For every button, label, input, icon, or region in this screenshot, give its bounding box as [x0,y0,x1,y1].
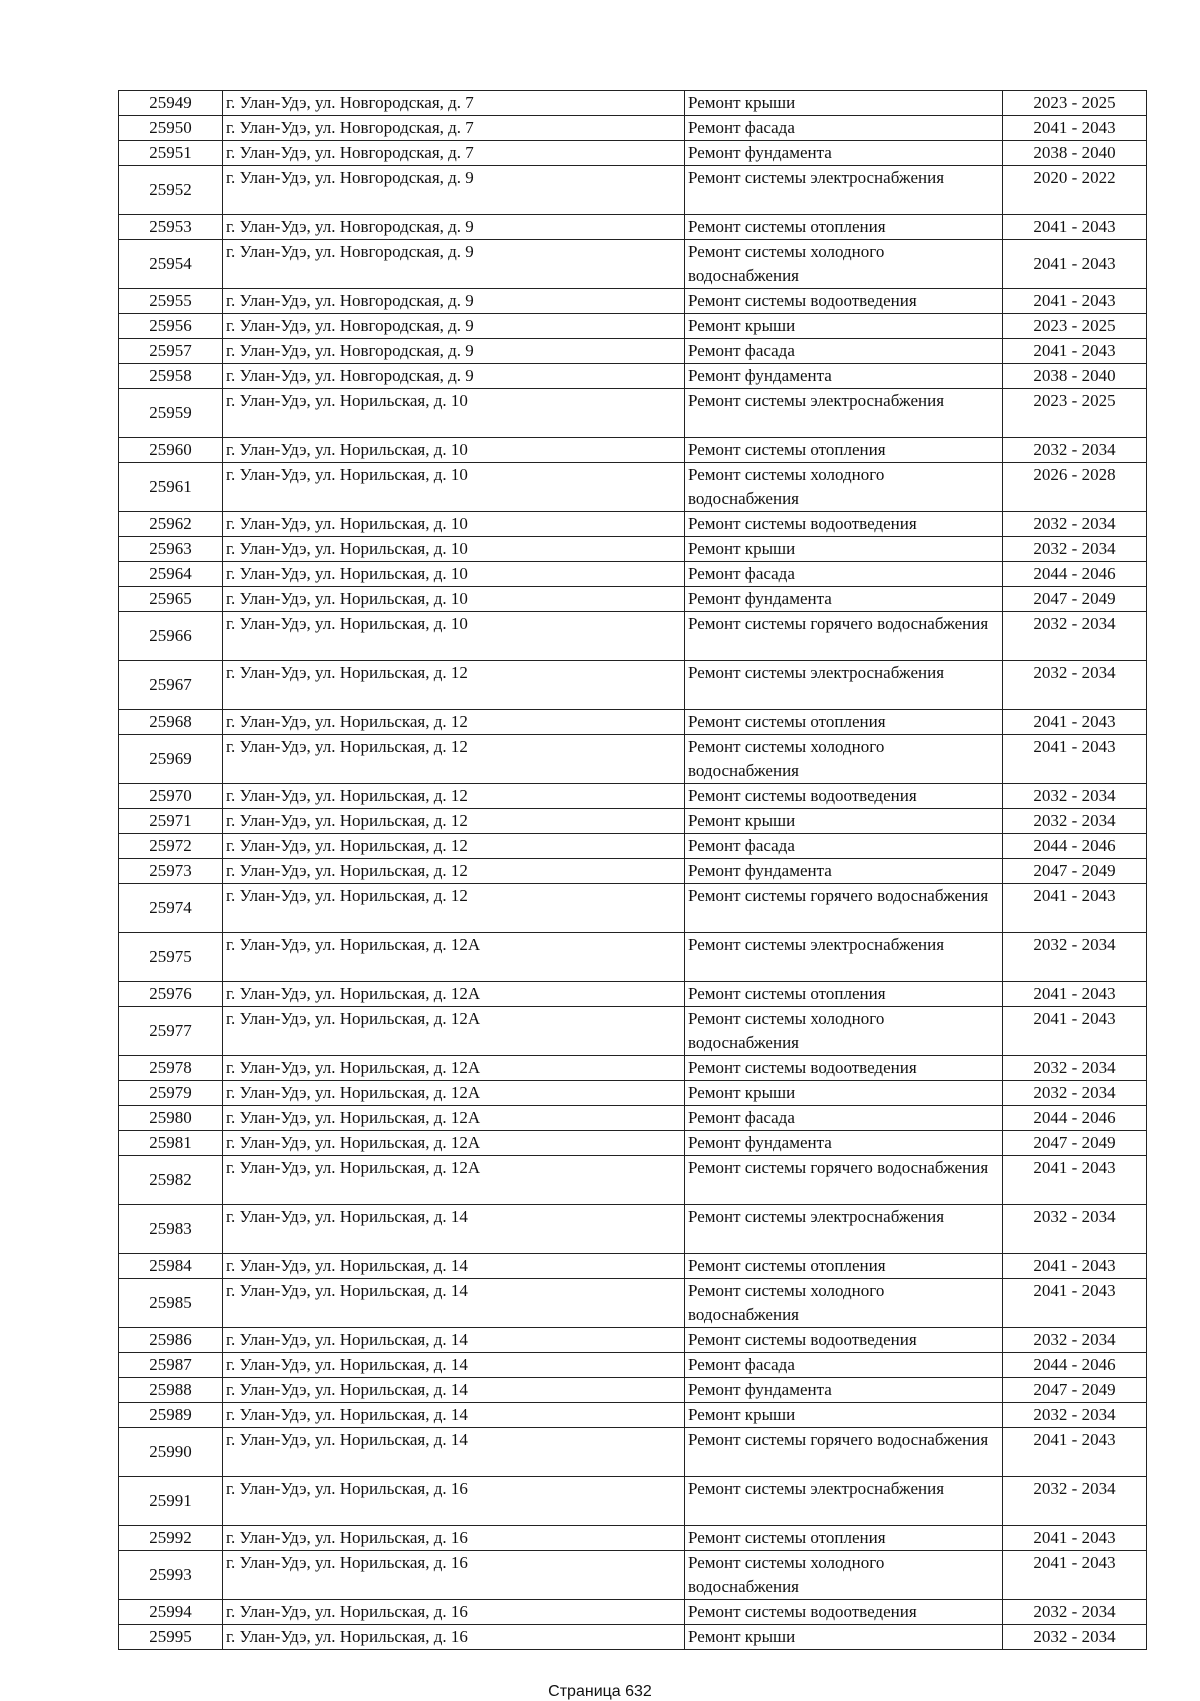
period-cell: 2023 - 2025 [1003,91,1147,116]
address-cell: г. Улан-Удэ, ул. Норильская, д. 10 [223,612,685,661]
table-row [119,1156,1147,1205]
table-row [119,1353,1147,1378]
table-row [119,661,1147,710]
address-cell: г. Улан-Удэ, ул. Новгородская, д. 9 [223,339,685,364]
row-number-cell: 25963 [119,537,223,562]
address-cell: г. Улан-Удэ, ул. Норильская, д. 10 [223,463,685,512]
row-number-cell: 25992 [119,1526,223,1551]
table-row [119,1378,1147,1403]
work-type-cell: Ремонт системы холодного водоснабжения [685,1279,1003,1328]
address-cell: г. Улан-Удэ, ул. Норильская, д. 16 [223,1551,685,1600]
table-row [119,289,1147,314]
address-cell: г. Улан-Удэ, ул. Норильская, д. 16 [223,1625,685,1650]
work-type-cell: Ремонт крыши [685,537,1003,562]
table-row [119,389,1147,438]
period-cell: 2038 - 2040 [1003,364,1147,389]
row-number-cell: 25972 [119,834,223,859]
period-cell: 2032 - 2034 [1003,438,1147,463]
work-type-cell: Ремонт системы электроснабжения [685,1477,1003,1526]
work-type-cell: Ремонт системы холодного водоснабжения [685,1007,1003,1056]
table-row [119,1428,1147,1477]
row-number-cell: 25976 [119,982,223,1007]
table-row [119,1254,1147,1279]
table-row [119,1007,1147,1056]
row-number-cell: 25955 [119,289,223,314]
period-cell: 2041 - 2043 [1003,982,1147,1007]
address-cell: г. Улан-Удэ, ул. Норильская, д. 14 [223,1353,685,1378]
page-number: Страница 632 [548,1683,652,1700]
work-type-cell: Ремонт крыши [685,1403,1003,1428]
address-cell: г. Улан-Удэ, ул. Норильская, д. 12А [223,1131,685,1156]
table-row [119,166,1147,215]
work-type-cell: Ремонт системы электроснабжения [685,389,1003,438]
work-type-cell: Ремонт системы электроснабжения [685,661,1003,710]
table-row [119,1600,1147,1625]
period-cell: 2041 - 2043 [1003,1279,1147,1328]
period-cell: 2020 - 2022 [1003,166,1147,215]
period-cell: 2041 - 2043 [1003,215,1147,240]
work-type-cell: Ремонт фасада [685,562,1003,587]
work-type-cell: Ремонт фасада [685,116,1003,141]
period-cell: 2032 - 2034 [1003,1625,1147,1650]
period-cell: 2044 - 2046 [1003,1353,1147,1378]
address-cell: г. Улан-Удэ, ул. Норильская, д. 14 [223,1403,685,1428]
row-number-cell: 25950 [119,116,223,141]
period-cell: 2047 - 2049 [1003,859,1147,884]
address-cell: г. Улан-Удэ, ул. Норильская, д. 12 [223,784,685,809]
table-row [119,141,1147,166]
address-cell: г. Улан-Удэ, ул. Норильская, д. 16 [223,1600,685,1625]
row-number-cell: 25960 [119,438,223,463]
address-cell: г. Улан-Удэ, ул. Новгородская, д. 7 [223,91,685,116]
work-type-cell: Ремонт системы холодного водоснабжения [685,463,1003,512]
row-number-cell: 25956 [119,314,223,339]
address-cell: г. Улан-Удэ, ул. Норильская, д. 10 [223,512,685,537]
address-cell: г. Улан-Удэ, ул. Норильская, д. 12А [223,1106,685,1131]
work-type-cell: Ремонт системы холодного водоснабжения [685,240,1003,289]
work-type-cell: Ремонт системы отопления [685,1526,1003,1551]
work-type-cell: Ремонт фундамента [685,1131,1003,1156]
row-number-cell: 25973 [119,859,223,884]
table-row [119,612,1147,661]
table-row [119,1279,1147,1328]
period-cell: 2041 - 2043 [1003,289,1147,314]
period-cell: 2041 - 2043 [1003,339,1147,364]
work-type-cell: Ремонт фундамента [685,859,1003,884]
row-number-cell: 25970 [119,784,223,809]
address-cell: г. Улан-Удэ, ул. Норильская, д. 12 [223,884,685,933]
row-number-cell: 25978 [119,1056,223,1081]
address-cell: г. Улан-Удэ, ул. Норильская, д. 12 [223,661,685,710]
period-cell: 2041 - 2043 [1003,240,1147,289]
table-row [119,1205,1147,1254]
repair-schedule-table [118,90,1147,1650]
address-cell: г. Улан-Удэ, ул. Норильская, д. 14 [223,1328,685,1353]
row-number-cell: 25959 [119,389,223,438]
period-cell: 2044 - 2046 [1003,1106,1147,1131]
row-number-cell: 25975 [119,933,223,982]
row-number-cell: 25987 [119,1353,223,1378]
work-type-cell: Ремонт системы водоотведения [685,784,1003,809]
table-row [119,215,1147,240]
address-cell: г. Улан-Удэ, ул. Новгородская, д. 7 [223,116,685,141]
work-type-cell: Ремонт системы отопления [685,215,1003,240]
address-cell: г. Улан-Удэ, ул. Норильская, д. 12 [223,735,685,784]
period-cell: 2047 - 2049 [1003,1378,1147,1403]
work-type-cell: Ремонт системы горячего водоснабжения [685,1428,1003,1477]
row-number-cell: 25979 [119,1081,223,1106]
row-number-cell: 25961 [119,463,223,512]
period-cell: 2032 - 2034 [1003,1328,1147,1353]
table-row [119,91,1147,116]
work-type-cell: Ремонт фундамента [685,141,1003,166]
period-cell: 2032 - 2034 [1003,1081,1147,1106]
address-cell: г. Улан-Удэ, ул. Новгородская, д. 7 [223,141,685,166]
period-cell: 2032 - 2034 [1003,612,1147,661]
row-number-cell: 25962 [119,512,223,537]
work-type-cell: Ремонт фасада [685,1353,1003,1378]
row-number-cell: 25982 [119,1156,223,1205]
table-row [119,809,1147,834]
table-row [119,1328,1147,1353]
table-row [119,884,1147,933]
work-type-cell: Ремонт системы отопления [685,982,1003,1007]
row-number-cell: 25995 [119,1625,223,1650]
period-cell: 2041 - 2043 [1003,1526,1147,1551]
address-cell: г. Улан-Удэ, ул. Новгородская, д. 9 [223,240,685,289]
address-cell: г. Улан-Удэ, ул. Норильская, д. 14 [223,1428,685,1477]
work-type-cell: Ремонт системы отопления [685,438,1003,463]
work-type-cell: Ремонт крыши [685,91,1003,116]
row-number-cell: 25988 [119,1378,223,1403]
address-cell: г. Улан-Удэ, ул. Норильская, д. 10 [223,562,685,587]
address-cell: г. Улан-Удэ, ул. Норильская, д. 12 [223,710,685,735]
work-type-cell: Ремонт системы холодного водоснабжения [685,1551,1003,1600]
period-cell: 2023 - 2025 [1003,389,1147,438]
work-type-cell: Ремонт фундамента [685,1378,1003,1403]
table-row [119,834,1147,859]
row-number-cell: 25952 [119,166,223,215]
address-cell: г. Улан-Удэ, ул. Норильская, д. 14 [223,1279,685,1328]
work-type-cell: Ремонт системы холодного водоснабжения [685,735,1003,784]
row-number-cell: 25977 [119,1007,223,1056]
row-number-cell: 25957 [119,339,223,364]
address-cell: г. Улан-Удэ, ул. Норильская, д. 12 [223,809,685,834]
table-row [119,438,1147,463]
work-type-cell: Ремонт крыши [685,1625,1003,1650]
address-cell: г. Улан-Удэ, ул. Норильская, д. 12А [223,1056,685,1081]
address-cell: г. Улан-Удэ, ул. Норильская, д. 12А [223,1081,685,1106]
row-number-cell: 25969 [119,735,223,784]
address-cell: г. Улан-Удэ, ул. Норильская, д. 12 [223,834,685,859]
row-number-cell: 25949 [119,91,223,116]
row-number-cell: 25991 [119,1477,223,1526]
table-row [119,1106,1147,1131]
table-row [119,1477,1147,1526]
address-cell: г. Улан-Удэ, ул. Новгородская, д. 9 [223,215,685,240]
address-cell: г. Улан-Удэ, ул. Норильская, д. 10 [223,389,685,438]
address-cell: г. Улан-Удэ, ул. Норильская, д. 12А [223,1007,685,1056]
work-type-cell: Ремонт системы водоотведения [685,289,1003,314]
table-row [119,463,1147,512]
work-type-cell: Ремонт системы электроснабжения [685,1205,1003,1254]
table-row [119,1551,1147,1600]
work-type-cell: Ремонт фундамента [685,587,1003,612]
period-cell: 2044 - 2046 [1003,834,1147,859]
table-row [119,1403,1147,1428]
period-cell: 2032 - 2034 [1003,537,1147,562]
row-number-cell: 25984 [119,1254,223,1279]
row-number-cell: 25951 [119,141,223,166]
table-row [119,784,1147,809]
work-type-cell: Ремонт фундамента [685,364,1003,389]
table-row [119,562,1147,587]
row-number-cell: 25968 [119,710,223,735]
period-cell: 2023 - 2025 [1003,314,1147,339]
row-number-cell: 25966 [119,612,223,661]
period-cell: 2041 - 2043 [1003,735,1147,784]
work-type-cell: Ремонт системы горячего водоснабжения [685,884,1003,933]
period-cell: 2026 - 2028 [1003,463,1147,512]
table-row [119,1625,1147,1650]
period-cell: 2032 - 2034 [1003,784,1147,809]
table-row [119,587,1147,612]
address-cell: г. Улан-Удэ, ул. Норильская, д. 14 [223,1205,685,1254]
row-number-cell: 25980 [119,1106,223,1131]
table-row [119,1056,1147,1081]
row-number-cell: 25990 [119,1428,223,1477]
period-cell: 2047 - 2049 [1003,587,1147,612]
address-cell: г. Улан-Удэ, ул. Норильская, д. 10 [223,587,685,612]
address-cell: г. Улан-Удэ, ул. Новгородская, д. 9 [223,289,685,314]
address-cell: г. Улан-Удэ, ул. Норильская, д. 14 [223,1378,685,1403]
period-cell: 2032 - 2034 [1003,1600,1147,1625]
address-cell: г. Улан-Удэ, ул. Новгородская, д. 9 [223,166,685,215]
address-cell: г. Улан-Удэ, ул. Норильская, д. 16 [223,1477,685,1526]
row-number-cell: 25993 [119,1551,223,1600]
period-cell: 2032 - 2034 [1003,1056,1147,1081]
row-number-cell: 25965 [119,587,223,612]
row-number-cell: 25954 [119,240,223,289]
work-type-cell: Ремонт системы водоотведения [685,1056,1003,1081]
work-type-cell: Ремонт системы отопления [685,710,1003,735]
period-cell: 2032 - 2034 [1003,809,1147,834]
table-row [119,735,1147,784]
period-cell: 2044 - 2046 [1003,562,1147,587]
address-cell: г. Улан-Удэ, ул. Норильская, д. 12 [223,859,685,884]
table-row [119,859,1147,884]
work-type-cell: Ремонт фасада [685,339,1003,364]
work-type-cell: Ремонт системы водоотведения [685,1328,1003,1353]
work-type-cell: Ремонт системы горячего водоснабжения [685,612,1003,661]
table-body [119,91,1147,1650]
row-number-cell: 25953 [119,215,223,240]
work-type-cell: Ремонт системы водоотведения [685,1600,1003,1625]
work-type-cell: Ремонт системы отопления [685,1254,1003,1279]
table-row [119,982,1147,1007]
row-number-cell: 25967 [119,661,223,710]
period-cell: 2041 - 2043 [1003,1007,1147,1056]
work-type-cell: Ремонт системы водоотведения [685,512,1003,537]
period-cell: 2047 - 2049 [1003,1131,1147,1156]
table-row [119,240,1147,289]
address-cell: г. Улан-Удэ, ул. Норильская, д. 12А [223,1156,685,1205]
row-number-cell: 25994 [119,1600,223,1625]
row-number-cell: 25981 [119,1131,223,1156]
address-cell: г. Улан-Удэ, ул. Норильская, д. 16 [223,1526,685,1551]
row-number-cell: 25989 [119,1403,223,1428]
address-cell: г. Улан-Удэ, ул. Новгородская, д. 9 [223,314,685,339]
address-cell: г. Улан-Удэ, ул. Новгородская, д. 9 [223,364,685,389]
row-number-cell: 25985 [119,1279,223,1328]
period-cell: 2032 - 2034 [1003,1403,1147,1428]
row-number-cell: 25986 [119,1328,223,1353]
period-cell: 2041 - 2043 [1003,884,1147,933]
period-cell: 2032 - 2034 [1003,1477,1147,1526]
address-cell: г. Улан-Удэ, ул. Норильская, д. 12А [223,933,685,982]
work-type-cell: Ремонт фасада [685,834,1003,859]
period-cell: 2038 - 2040 [1003,141,1147,166]
period-cell: 2032 - 2034 [1003,512,1147,537]
period-cell: 2041 - 2043 [1003,1254,1147,1279]
work-type-cell: Ремонт крыши [685,809,1003,834]
work-type-cell: Ремонт системы электроснабжения [685,933,1003,982]
table-row [119,314,1147,339]
row-number-cell: 25974 [119,884,223,933]
work-type-cell: Ремонт системы электроснабжения [685,166,1003,215]
work-type-cell: Ремонт крыши [685,314,1003,339]
table-row [119,116,1147,141]
period-cell: 2041 - 2043 [1003,1551,1147,1600]
period-cell: 2032 - 2034 [1003,933,1147,982]
table-row [119,364,1147,389]
table-row [119,933,1147,982]
period-cell: 2032 - 2034 [1003,1205,1147,1254]
table-row [119,1131,1147,1156]
period-cell: 2041 - 2043 [1003,1428,1147,1477]
work-type-cell: Ремонт фасада [685,1106,1003,1131]
address-cell: г. Улан-Удэ, ул. Норильская, д. 10 [223,438,685,463]
period-cell: 2041 - 2043 [1003,116,1147,141]
table-row [119,537,1147,562]
work-type-cell: Ремонт крыши [685,1081,1003,1106]
period-cell: 2041 - 2043 [1003,1156,1147,1205]
row-number-cell: 25958 [119,364,223,389]
row-number-cell: 25971 [119,809,223,834]
address-cell: г. Улан-Удэ, ул. Норильская, д. 14 [223,1254,685,1279]
work-type-cell: Ремонт системы горячего водоснабжения [685,1156,1003,1205]
address-cell: г. Улан-Удэ, ул. Норильская, д. 10 [223,537,685,562]
table-row [119,710,1147,735]
table-row [119,1526,1147,1551]
table-row [119,339,1147,364]
period-cell: 2032 - 2034 [1003,661,1147,710]
table-row [119,1081,1147,1106]
row-number-cell: 25964 [119,562,223,587]
address-cell: г. Улан-Удэ, ул. Норильская, д. 12А [223,982,685,1007]
period-cell: 2041 - 2043 [1003,710,1147,735]
row-number-cell: 25983 [119,1205,223,1254]
table-row [119,512,1147,537]
